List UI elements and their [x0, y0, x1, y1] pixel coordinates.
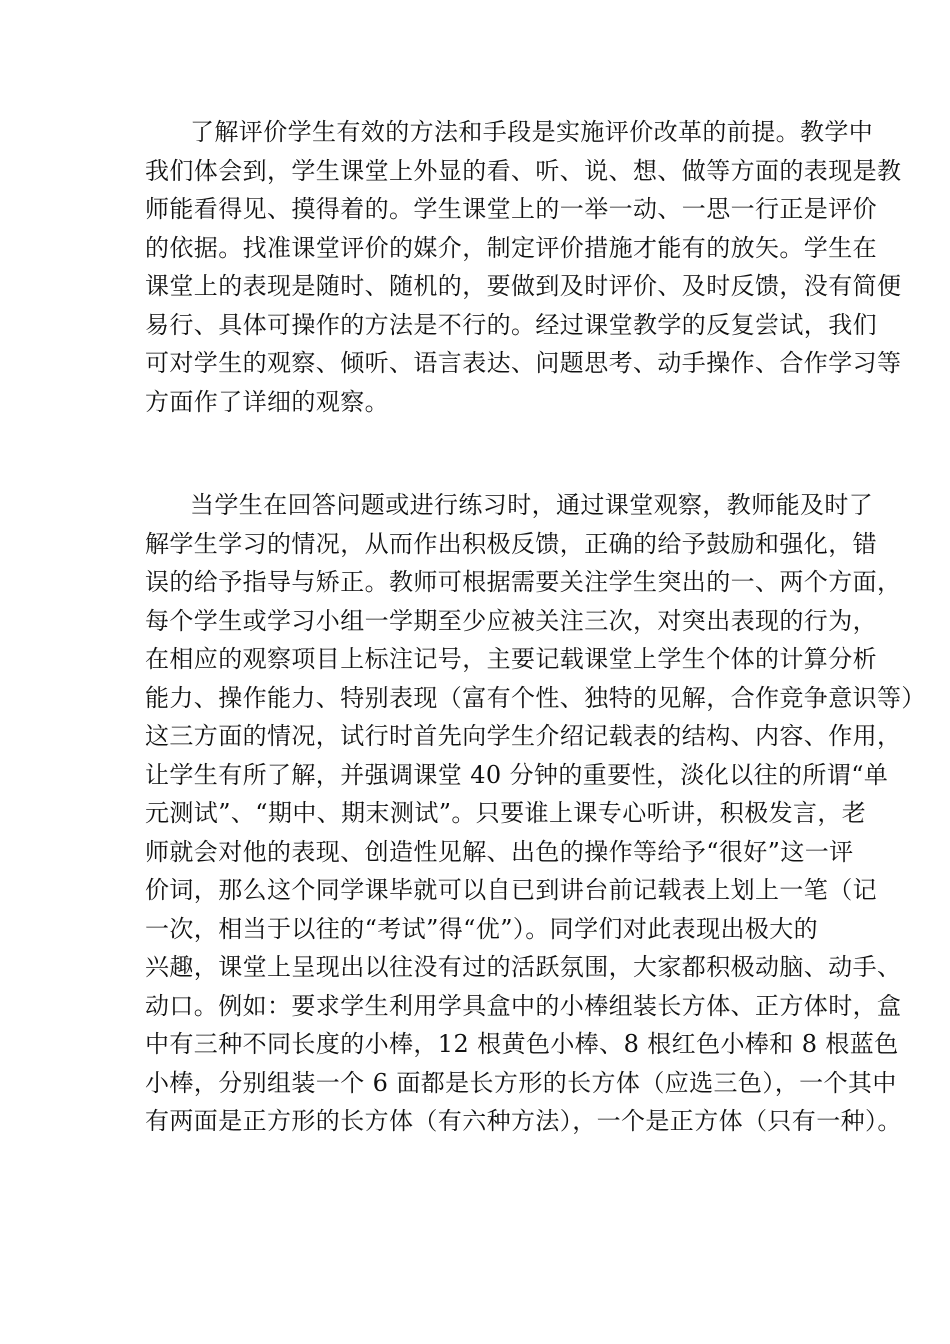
paragraph-line: 中有三种不同长度的小棒，12 根黄色小棒、8 根红色小棒和 8 根蓝色: [145, 1030, 899, 1058]
paragraph-line: 小棒，分别组装一个 6 面都是长方形的长方体（应选三色），一个其中: [145, 1068, 897, 1097]
paragraph-line: 动口。例如：要求学生利用学具盒中的小棒组装长方体、正方体时，盒: [145, 991, 902, 1020]
paragraph-line: 在相应的观察项目上标注记号，主要记载课堂上学生个体的计算分析: [145, 645, 877, 673]
paragraph-line: 元测试”、“期中、期末测试”。只要谁上课专心听讲，积极发言，老: [145, 799, 867, 827]
paragraph-line: 课堂上的表现是随时、随机的，要做到及时评价、及时反馈，没有简便: [145, 272, 902, 300]
paragraph-line: 有两面是正方形的长方体（有六种方法），一个是正方体（只有一种）。: [145, 1107, 902, 1135]
paragraph-line: 这三方面的情况，试行时首先向学生介绍记载表的结构、内容、作用，: [145, 722, 902, 750]
paragraph-line: 解学生学习的情况，从而作出积极反馈，正确的给予鼓励和强化，错: [145, 529, 877, 558]
paragraph-line: 误的给予指导与矫正。教师可根据需要关注学生突出的一、两个方面，: [145, 568, 902, 596]
paragraph-line: 易行、具体可操作的方法是不行的。经过课堂教学的反复尝试，我们: [145, 310, 877, 339]
paragraph-line: 每个学生或学习小组一学期至少应被关注三次，对突出表现的行为，: [145, 606, 877, 635]
paragraph-line: 师能看得见、摸得着的。学生课堂上的一举一动、一思一行正是评价: [145, 195, 877, 223]
paragraph-line: 让学生有所了解，并强调课堂 40 分钟的重要性，淡化以往的所谓“单: [145, 760, 889, 789]
paragraph-line: 了解评价学生有效的方法和手段是实施评价改革的前提。教学中: [190, 118, 874, 146]
paragraph-line: 价词，那么这个同学课毕就可以自已到讲台前记载表上划上一笔（记: [145, 876, 877, 904]
paragraph-line: 能力、操作能力、特别表现（富有个性、独特的见解，合作竞争意识等）: [145, 683, 926, 712]
paragraph-line: 师就会对他的表现、创造性见解、出色的操作等给予“很好”这一评: [145, 837, 854, 866]
paragraph-1: [145, 113, 902, 421]
paragraph-line: 可对学生的观察、倾听、语言表达、问题思考、动手操作、合作学习等: [145, 349, 902, 377]
paragraph-line: 兴趣，课堂上呈现出以往没有过的活跃氛围，大家都积极动脑、动手、: [145, 953, 902, 981]
paragraph-2: [145, 486, 926, 1141]
paragraph-line: 当学生在回答问题或进行练习时，通过课堂观察，教师能及时了: [190, 491, 874, 519]
paragraph-line: 我们体会到，学生课堂上外显的看、听、说、想、做等方面的表现是教: [145, 156, 902, 185]
paragraph-line: 方面作了详细的观察。: [145, 387, 389, 416]
paragraph-line: 一次，相当于以往的“考试”得“优”）。同学们对此表现出极大的: [145, 914, 819, 943]
paragraph-line: 的依据。找准课堂评价的媒介，制定评价措施才能有的放矢。学生在: [145, 233, 877, 262]
